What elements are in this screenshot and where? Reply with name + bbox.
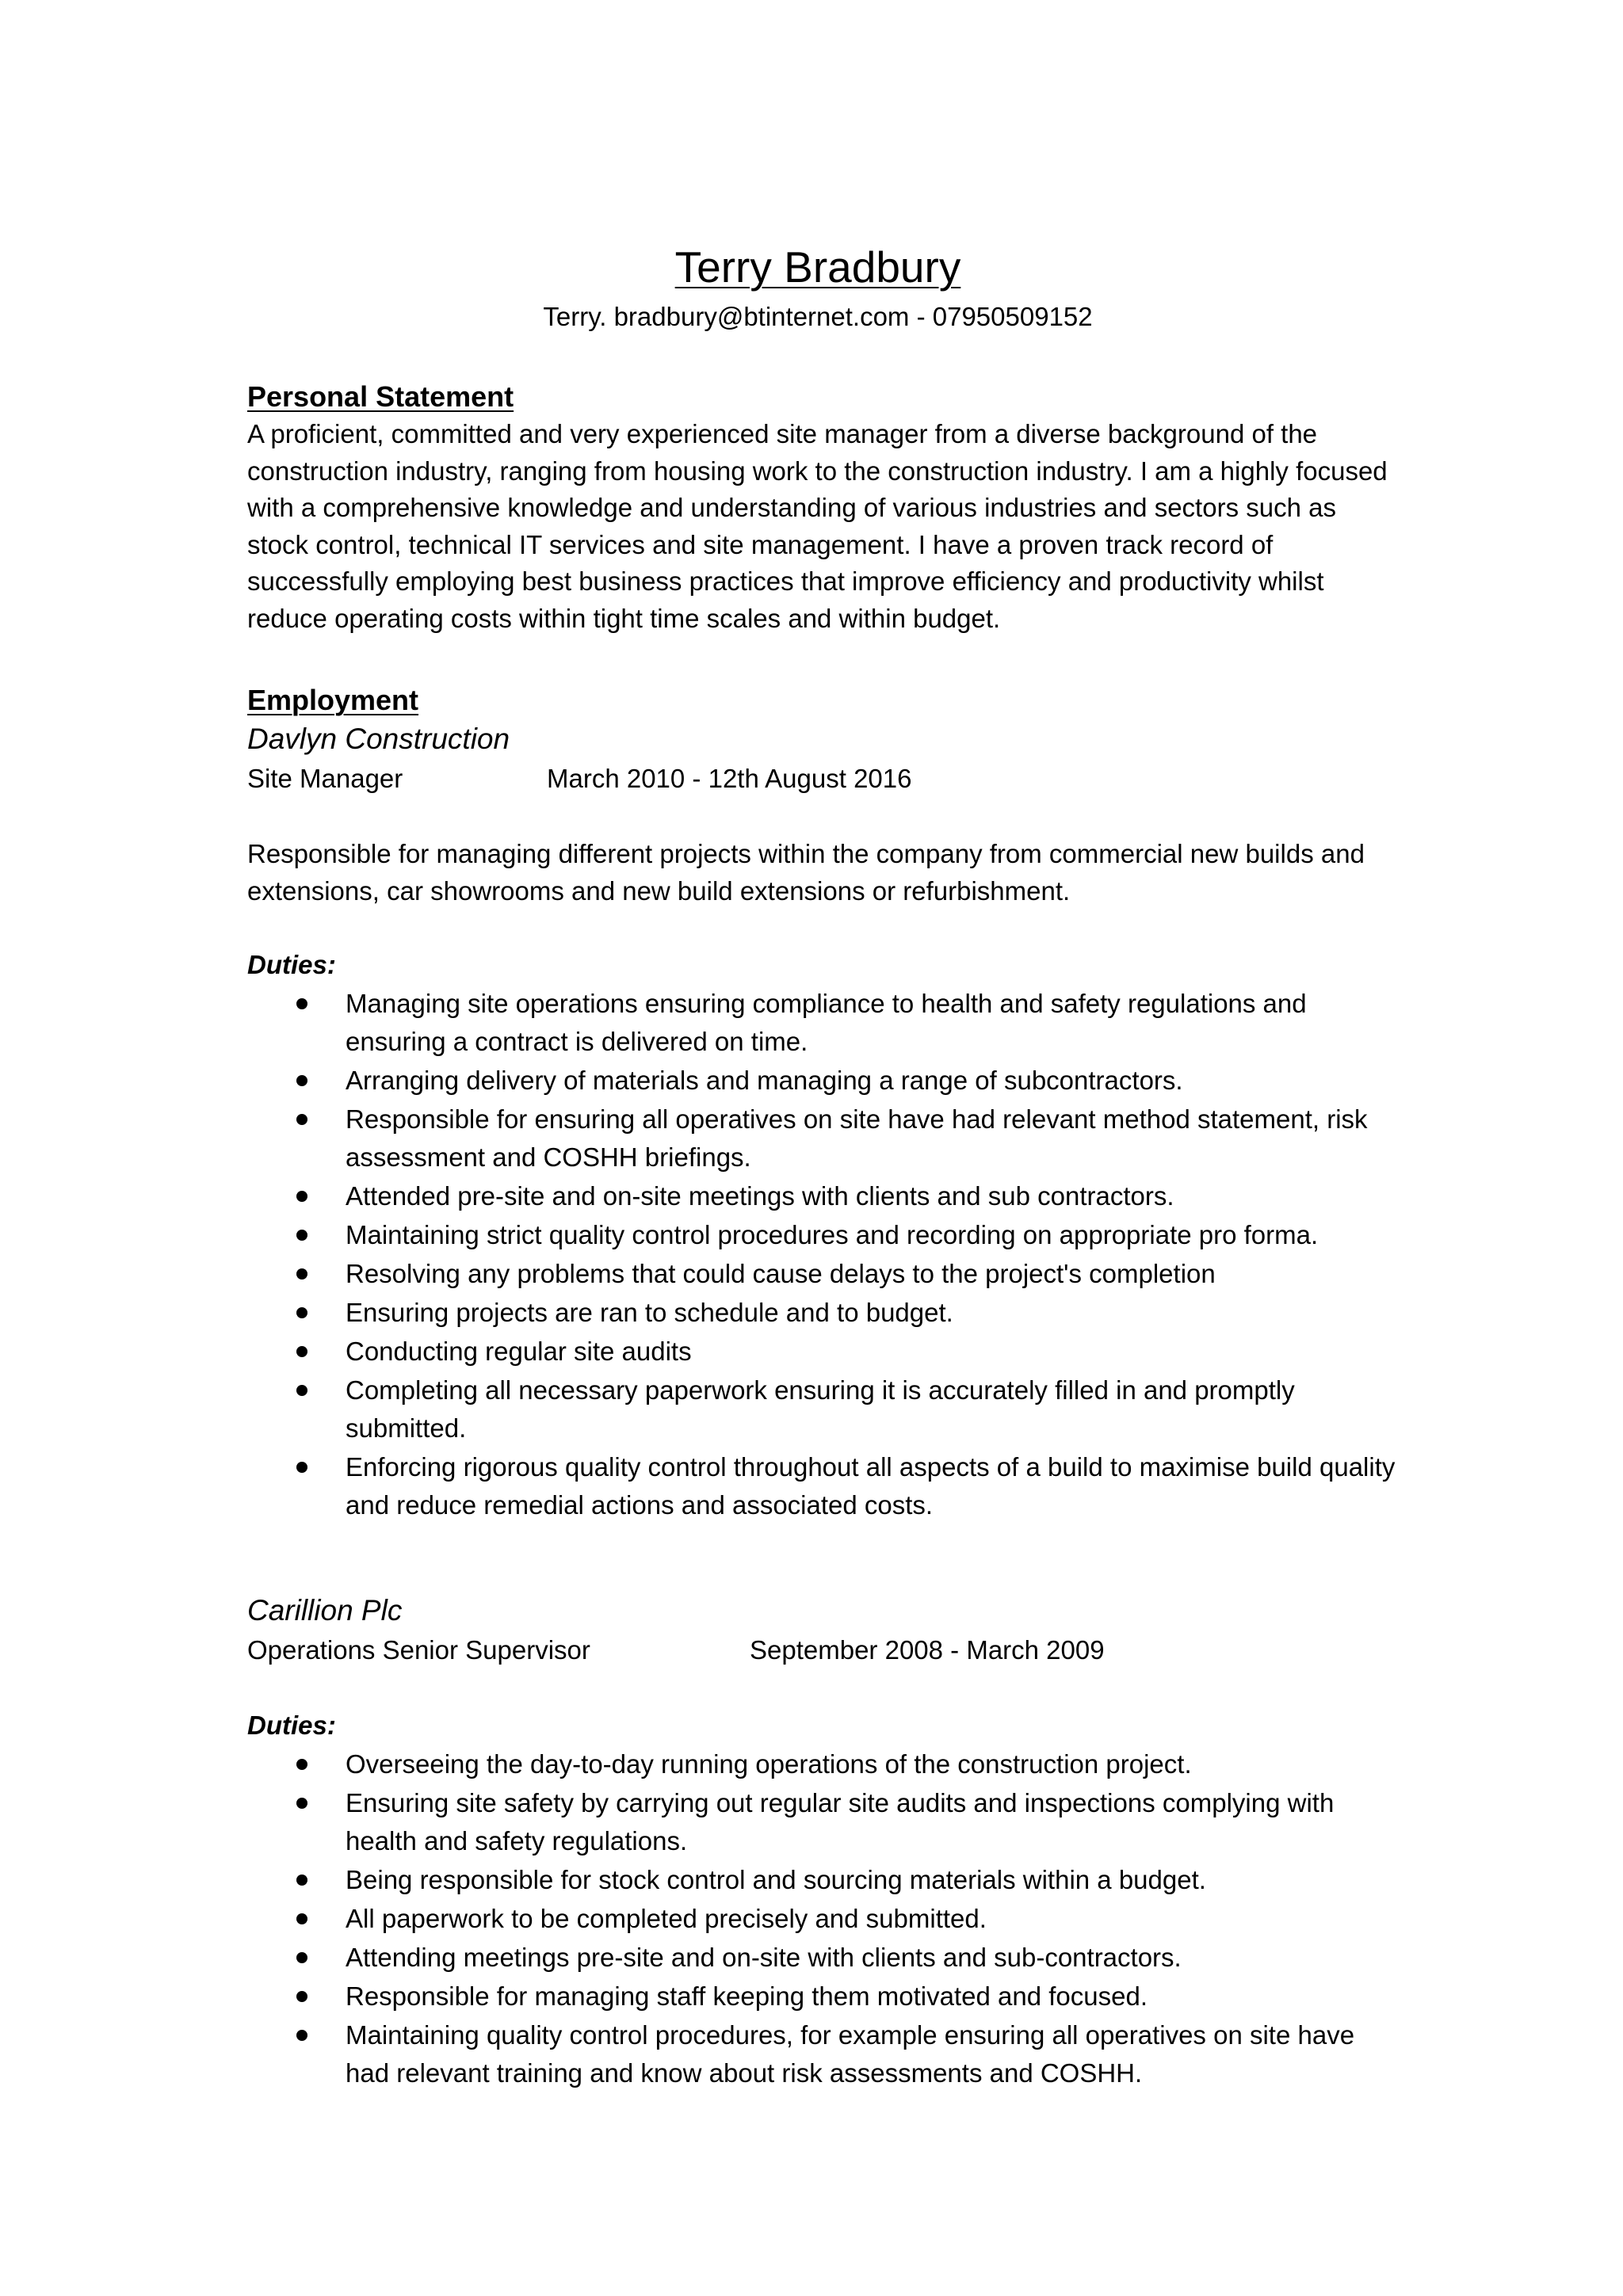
list-item: Attended pre-site and on-site meetings with clients and sub contractors. (247, 1177, 1404, 1215)
job-1-role: Site Manager (247, 764, 403, 793)
contact-details: Terry. bradbury@btinternet.com - 07950509152 (543, 302, 1093, 331)
job-2-duties-list (247, 1745, 1404, 2093)
job-1-duties-list (247, 985, 1404, 1525)
personal-statement-text: A proficient, committed and very experienced site manager from a diverse background of the construction industry, ranging from housing work to the construction industry. I am a highly focused with a comprehensive knowledge and understanding of various industries and sectors such as stock control, technical IT services and site management. I have a proven track record of successfully employing best business practices that improve efficiency and productivity whilst reduce operating costs within tight time scales and within budget. (247, 419, 1388, 633)
job-1-summary: Responsible for managing different projects within the company from commercial new builds and extensions, car showrooms and new build extensions or refurbishment. (247, 839, 1365, 906)
bullet-icon (296, 1307, 307, 1318)
job-1-role-line (247, 761, 912, 797)
personal-statement-heading: Personal Statement (247, 380, 514, 413)
job-2-role-line (247, 1632, 1105, 1669)
bullet-icon (296, 1759, 307, 1770)
candidate-name: Terry Bradbury (674, 242, 961, 292)
job-2-role: Operations Senior Supervisor (247, 1635, 590, 1665)
list-item: Being responsible for stock control and sourcing materials within a budget. (247, 1861, 1404, 1899)
list-item: Managing site operations ensuring compliance to health and safety regulations and ensuring a contract is delivered on time. (247, 985, 1404, 1061)
bullet-icon (296, 1191, 307, 1202)
bullet-icon (296, 1798, 307, 1809)
list-item: Attending meetings pre-site and on-site with clients and sub-contractors. (247, 1939, 1404, 1977)
list-item: Maintaining quality control procedures, for example ensuring all operatives on site have had relevant training and know about risk assessments and COSHH. (247, 2016, 1404, 2092)
job-1-duties-label: Duties: (247, 950, 336, 979)
bullet-icon (296, 1346, 307, 1357)
list-item: Resolving any problems that could cause delays to the project's completion (247, 1255, 1404, 1293)
bullet-icon (296, 1268, 307, 1280)
list-item: Enforcing rigorous quality control throughout all aspects of a build to maximise build quality and reduce remedial actions and associated costs. (247, 1448, 1404, 1524)
list-item: Ensuring site safety by carrying out regular site audits and inspections complying with health and safety regulations. (247, 1784, 1404, 1860)
job-2-duties-label: Duties: (247, 1711, 336, 1740)
bullet-icon (296, 1075, 307, 1086)
bullet-icon (296, 1991, 307, 2002)
list-item: Completing all necessary paperwork ensuring it is accurately filled in and promptly submitted. (247, 1371, 1404, 1447)
list-item: Conducting regular site audits (247, 1333, 1404, 1371)
job-2-dates: September 2008 - March 2009 (750, 1635, 1105, 1665)
employment-heading: Employment (247, 684, 419, 716)
list-item: Responsible for ensuring all operatives on site have had relevant method statement, risk assessment and COSHH briefings. (247, 1100, 1404, 1177)
bullet-icon (296, 1385, 307, 1396)
list-item: All paperwork to be completed precisely and submitted. (247, 1900, 1404, 1938)
bullet-icon (296, 1875, 307, 1886)
bullet-icon (296, 1462, 307, 1473)
bullet-icon (296, 1114, 307, 1125)
bullet-icon (296, 1230, 307, 1241)
list-item: Maintaining strict quality control procedures and recording on appropriate pro forma. (247, 1216, 1404, 1254)
bullet-icon (296, 1913, 307, 1924)
list-item: Ensuring projects are ran to schedule and to budget. (247, 1294, 1404, 1332)
list-item: Arranging delivery of materials and managing a range of subcontractors. (247, 1062, 1404, 1100)
bullet-icon (296, 1952, 307, 1963)
bullet-icon (296, 2030, 307, 2041)
list-item: Responsible for managing staff keeping them motivated and focused. (247, 1978, 1404, 2016)
job-2-company: Carillion Plc (247, 1594, 403, 1627)
job-1-company: Davlyn Construction (247, 723, 510, 755)
bullet-icon (296, 998, 307, 1009)
job-1-dates: March 2010 - 12th August 2016 (547, 764, 912, 793)
list-item: Overseeing the day-to-day running operations of the construction project. (247, 1745, 1404, 1783)
